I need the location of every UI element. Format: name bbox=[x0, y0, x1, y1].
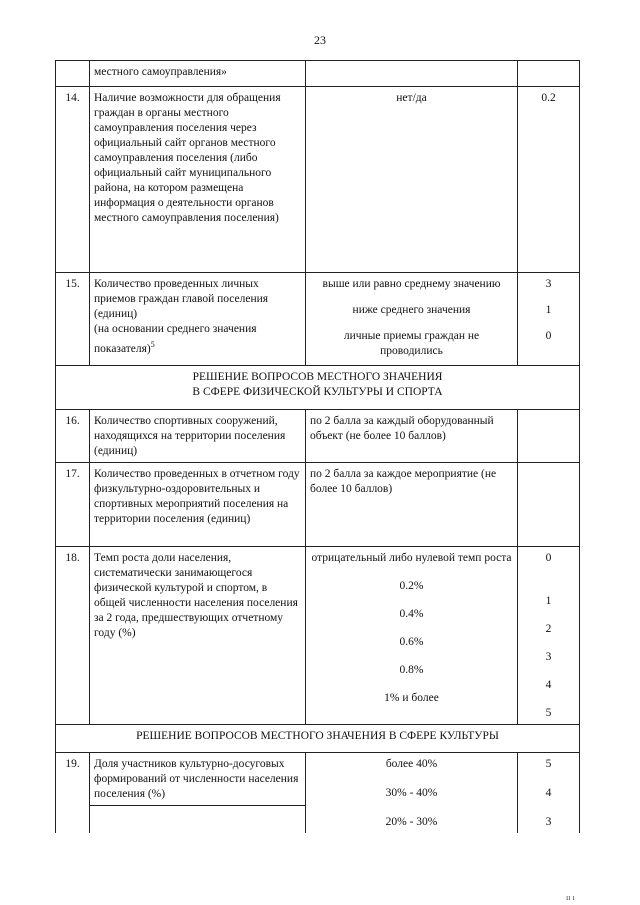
value-cell bbox=[306, 61, 518, 87]
indicator-text: Доля участников культурно-досуговых формирований от численности населения поселения (%) bbox=[94, 758, 299, 800]
section-title-line: В СФЕРЕ ФИЗИЧЕСКОЙ КУЛЬТУРЫ И СПОРТА bbox=[192, 386, 443, 398]
points-cell bbox=[518, 753, 580, 834]
section-heading bbox=[56, 725, 580, 753]
value-option: 0.6% bbox=[399, 636, 424, 648]
indicator-text: Количество проведенных в отчетном году физкультурно-оздоровительных и спортивных мероприятий поселения на территории поселения (единиц) bbox=[90, 463, 306, 547]
value-option: более 40% bbox=[385, 758, 438, 770]
row-number: 18. bbox=[56, 547, 90, 725]
indicator-text: Наличие возможности для обращения граждан в органы местного самоуправления поселения через официальный сайт органов местного самоуправления поселения (либо официальный сайт муниципального района, на котором размещена информация о деятельности органов местного самоуправления поселения) bbox=[90, 87, 306, 273]
points-value: 3 bbox=[545, 651, 552, 663]
table-row bbox=[56, 547, 580, 725]
value-option: личные приемы граждан не проводились bbox=[343, 330, 480, 357]
value-cell bbox=[306, 547, 518, 725]
indicator-cell bbox=[90, 273, 306, 366]
section-title-line: РЕШЕНИЕ ВОПРОСОВ МЕСТНОГО ЗНАЧЕНИЯ В СФЕРЕ КУЛЬТУРЫ bbox=[136, 730, 499, 742]
points-value: 2 bbox=[545, 623, 552, 635]
points-cell bbox=[518, 410, 580, 463]
row-number: 14. bbox=[56, 87, 90, 273]
section-row bbox=[56, 366, 580, 410]
value-option: 20% - 30% bbox=[385, 816, 438, 828]
points-value: 5 bbox=[545, 758, 552, 770]
value-cell bbox=[306, 410, 518, 463]
table-row bbox=[56, 61, 580, 87]
value-option: отрицательный либо нулевой темп роста bbox=[311, 552, 512, 564]
row-number: 16. bbox=[56, 410, 90, 463]
table-row bbox=[56, 753, 580, 834]
value-cell bbox=[306, 273, 518, 366]
value-option: 30% - 40% bbox=[385, 787, 438, 799]
points-value: 1 bbox=[545, 595, 552, 607]
points-value: 4 bbox=[545, 679, 552, 691]
value-cell bbox=[306, 463, 518, 547]
value-option: ниже среднего значения bbox=[352, 304, 471, 316]
points-value: 1 bbox=[545, 304, 552, 316]
row-number bbox=[56, 61, 90, 87]
section-heading bbox=[56, 366, 580, 410]
table-row bbox=[56, 410, 580, 463]
value-option: 0.4% bbox=[399, 608, 424, 620]
points-value: 0 bbox=[545, 330, 552, 342]
corner-mark: ıı ı bbox=[566, 893, 575, 902]
points-value: 3 bbox=[545, 278, 552, 290]
points-value: 5 bbox=[545, 707, 552, 719]
points-cell bbox=[518, 463, 580, 547]
page-number: 23 bbox=[314, 33, 326, 47]
indicator-text: Количество проведенных личных приемов граждан главой поселения (единиц) bbox=[94, 278, 269, 320]
table-row bbox=[56, 273, 580, 366]
value-cell bbox=[306, 753, 518, 834]
row-number: 17. bbox=[56, 463, 90, 547]
indicator-note: (на основании среднего значения показателя) bbox=[94, 323, 257, 355]
section-title-line: РЕШЕНИЕ ВОПРОСОВ МЕСТНОГО ЗНАЧЕНИЯ bbox=[192, 371, 443, 383]
value-cell bbox=[306, 87, 518, 273]
indicator-text: Темп роста доли населения, систематически занимающегося физической культурой и спортом, в общей численности населения поселения за 2 года, предшествующих отчетному году (%) bbox=[90, 547, 306, 725]
value-option: 1% и более bbox=[384, 692, 439, 704]
value-option: выше или равно среднему значению bbox=[322, 278, 501, 290]
indicator-text: местного самоуправления» bbox=[90, 61, 306, 87]
row-number: 15. bbox=[56, 273, 90, 366]
section-row bbox=[56, 725, 580, 753]
table-row bbox=[56, 463, 580, 547]
points-cell bbox=[518, 87, 580, 273]
indicator-cell bbox=[90, 753, 306, 834]
value-option: 0.8% bbox=[399, 664, 424, 676]
points-cell bbox=[518, 273, 580, 366]
value-option: по 2 балла за каждый оборудованный объект (не более 10 баллов) bbox=[310, 415, 494, 442]
points-value: 0 bbox=[545, 552, 552, 564]
value-option: 0.2% bbox=[399, 580, 424, 592]
indicator-text: Количество спортивных сооружений, находящихся на территории поселения (единиц) bbox=[90, 410, 306, 463]
value-option: нет/да bbox=[396, 92, 427, 104]
value-option: по 2 балла за каждое мероприятие (не более 10 баллов) bbox=[310, 468, 497, 495]
points-value: 3 bbox=[545, 816, 552, 828]
points-value: 0.2 bbox=[541, 92, 556, 104]
points-cell bbox=[518, 61, 580, 87]
row-number: 19. bbox=[56, 753, 90, 834]
points-value: 4 bbox=[545, 787, 552, 799]
footnote-ref: 5 bbox=[150, 340, 155, 349]
points-cell bbox=[518, 547, 580, 725]
criteria-table bbox=[55, 60, 580, 833]
table-row bbox=[56, 87, 580, 273]
